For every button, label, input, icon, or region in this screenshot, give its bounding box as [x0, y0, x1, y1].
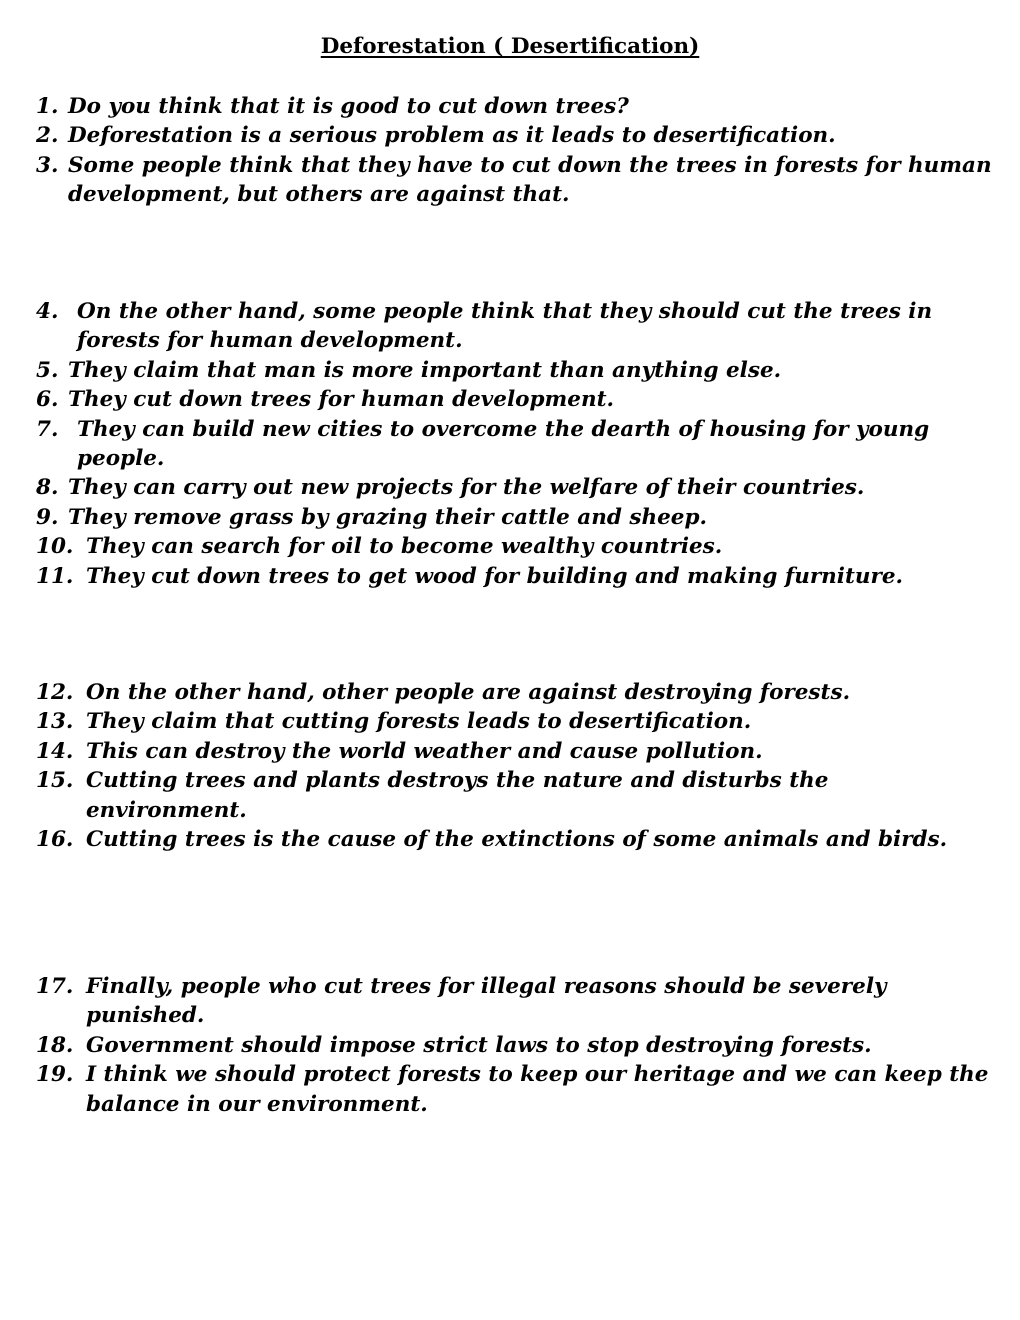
item-number: 14.	[36, 738, 74, 764]
list-item	[36, 707, 996, 736]
list-item	[36, 121, 996, 150]
list-item	[36, 297, 996, 356]
list-item	[36, 562, 996, 591]
item-text: They can carry out new projects for the welfare of their countries.	[68, 475, 865, 501]
list-item	[36, 415, 996, 474]
item-text: On the other hand, other people are against destroying forests.	[86, 680, 851, 705]
document-title: Deforestation ( Desertification)	[320, 34, 700, 59]
list-item	[36, 473, 996, 502]
item-text: Some people think that they have to cut down the trees in forests for human development, but others are against that.	[68, 152, 992, 208]
list-item	[36, 678, 996, 707]
item-text: This can destroy the world weather and cause pollution.	[86, 738, 763, 764]
item-text: They can search for oil to become wealthy countries.	[86, 534, 723, 560]
item-text: On the other hand, some people think that they should cut the trees in forests for human development.	[77, 299, 933, 354]
intro-section	[36, 92, 996, 210]
list-item	[36, 1060, 996, 1119]
list-item	[36, 151, 996, 210]
item-number: 19.	[36, 1062, 74, 1088]
item-text: Government should impose strict laws to stop destroying forests.	[86, 1032, 872, 1058]
list-item	[36, 972, 996, 1031]
for-cutting-section	[36, 297, 996, 591]
list-item	[36, 532, 996, 561]
item-number: 3.	[36, 152, 59, 178]
item-number: 16.	[36, 827, 74, 853]
item-number: 12.	[36, 680, 74, 705]
item-text: Finally, people who cut trees for illegal reasons should be severely punished.	[86, 974, 887, 1029]
item-number: 8.	[36, 475, 59, 501]
list-item	[36, 1031, 996, 1060]
item-text: They cut down trees for human development.	[68, 387, 614, 413]
list-item	[36, 503, 996, 532]
list-item	[36, 385, 996, 414]
item-number: 1.	[36, 94, 59, 119]
item-text: They cut down trees to get wood for building and making furniture.	[86, 563, 904, 589]
item-text: They can build new cities to overcome the dearth of housing for young people.	[77, 416, 930, 472]
item-number: 10.	[36, 534, 74, 560]
item-number: 5.	[36, 357, 59, 383]
list-item	[36, 737, 996, 766]
item-text: Cutting trees is the cause of the extinctions of some animals and birds.	[86, 827, 948, 853]
item-number: 4.	[36, 299, 59, 324]
item-number: 11.	[36, 563, 74, 589]
item-number: 13.	[36, 709, 74, 735]
item-number: 15.	[36, 768, 74, 794]
item-text: They claim that man is more important than anything else.	[68, 357, 782, 383]
item-text: Do you think that it is good to cut down trees?	[68, 94, 629, 119]
item-text: They remove grass by grazing their cattle and sheep.	[68, 504, 707, 530]
item-text: Cutting trees and plants destroys the nature and disturbs the environment.	[86, 768, 829, 823]
item-number: 17.	[36, 974, 74, 999]
item-number: 18.	[36, 1032, 74, 1058]
list-item	[36, 356, 996, 385]
list-item	[36, 825, 996, 854]
item-number: 9.	[36, 504, 59, 530]
list-item	[36, 766, 996, 825]
against-cutting-section	[36, 678, 996, 854]
item-text: Deforestation is a serious problem as it leads to desertification.	[68, 123, 836, 149]
item-number: 6.	[36, 387, 59, 413]
conclusion-section	[36, 972, 996, 1119]
item-number: 7.	[36, 416, 59, 442]
item-text: I think we should protect forests to keep our heritage and we can keep the balance in our environment.	[86, 1062, 989, 1117]
item-number: 2.	[36, 123, 59, 149]
list-item	[36, 92, 996, 121]
item-text: They claim that cutting forests leads to desertification.	[86, 709, 752, 735]
